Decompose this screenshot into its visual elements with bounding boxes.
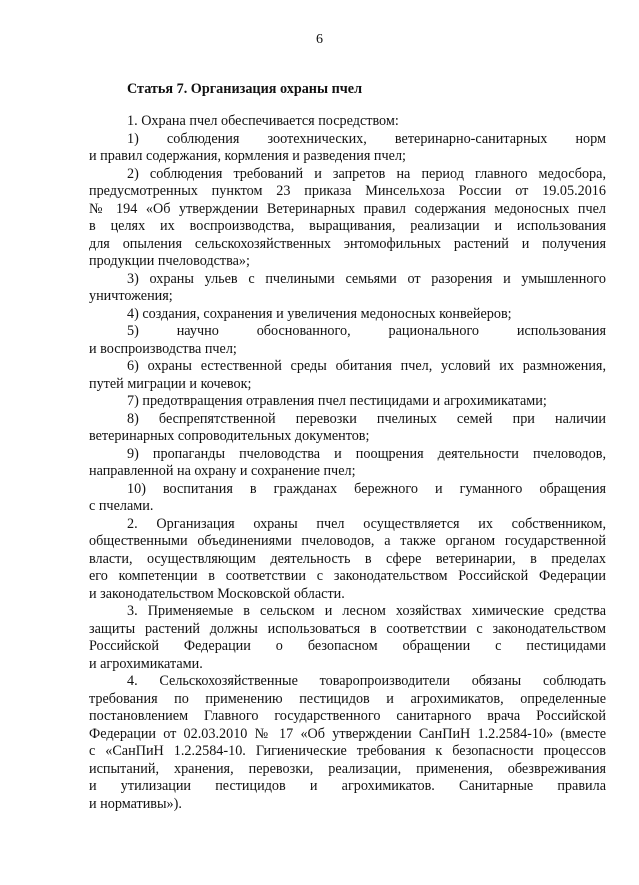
text-line: 4. Сельскохозяйственные товаропроизводители обязаны соблюдать (127, 673, 606, 689)
text-line: с «СанПиН 1.2.2584-10. Гигиенические требования к безопасности процессов (89, 743, 606, 759)
text-line: 2. Организация охраны пчел осуществляется их собственником, (127, 515, 606, 532)
text-line: в целях их воспроизводства, выращивания, реализации и использования (89, 218, 606, 234)
text-line: испытаний, хранения, перевозки, реализации, применения, обезвреживания (89, 760, 606, 777)
text-line: 2) соблюдения требований и запретов на период главного медосбора, (127, 165, 606, 182)
text-line: власти, осуществляющим деятельность в сфере ветеринарии, в пределах (89, 550, 606, 567)
text-line: и нормативы»). (89, 795, 182, 812)
text-line: 6) охраны естественной среды обитания пчел, условий их размножения, (127, 358, 606, 374)
text-line: 1) соблюдения зоотехнических, ветеринарно-санитарных норм (127, 130, 606, 147)
article-body (89, 113, 606, 813)
text-line: направленной на охрану и сохранение пчел; (89, 463, 356, 479)
text-line: 9) пропаганды пчеловодства и поощрения деятельности пчеловодов, (127, 445, 606, 462)
text-line: и законодательством Московской области. (89, 585, 345, 602)
text-line: ветеринарных сопроводительных документов; (89, 428, 370, 444)
text-line: уничтожения; (89, 288, 173, 304)
text-line: и правил содержания, кормления и разведения пчел; (89, 148, 406, 164)
text-line: 3. Применяемые в сельском и лесном хозяйствах химические средства (127, 603, 606, 619)
text-line: и агрохимикатами. (89, 655, 203, 672)
text-line: с пчелами. (89, 498, 154, 514)
text-line: Российской Федерации о безопасном обращении с пестицидами (89, 638, 606, 654)
text-line: путей миграции и кочевок; (89, 375, 252, 392)
text-line: его компетенции в соответствии с законодательством Российской Федерации (89, 568, 606, 584)
article-heading: Статья 7. Организация охраны пчел (127, 81, 363, 97)
text-line: требования по применению пестицидов и агрохимикатов, определенные (89, 690, 606, 707)
text-line: 10) воспитания в гражданах бережного и гуманного обращения (127, 480, 606, 497)
text-line: и воспроизводства пчел; (89, 340, 237, 357)
text-line: продукции пчеловодства»; (89, 253, 250, 269)
text-line: 1. Охрана пчел обеспечивается посредством: (127, 113, 399, 129)
page-number: 6 (316, 32, 323, 47)
text-line: 8) беспрепятственной перевозки пчелиных семей при наличии (127, 410, 606, 427)
text-line: № 194 «Об утверждении Ветеринарных правил содержания медоносных пчел (89, 200, 606, 217)
text-line: Федерации от 02.03.2010 № 17 «Об утверждении СанПиН 1.2.2584-10» (вместе (89, 725, 606, 742)
text-line: постановлением Главного государственного санитарного врача Российской (89, 708, 606, 724)
text-line: общественными объединениями пчеловодов, а также органом государственной (89, 533, 606, 549)
text-line: и утилизации пестицидов и агрохимикатов. Санитарные правила (89, 778, 606, 794)
text-line: защиты растений должны использоваться в соответствии с законодательством (89, 620, 606, 637)
text-line: 3) охраны ульев с пчелиными семьями от разорения и умышленного (127, 270, 606, 287)
text-line: для опыления сельскохозяйственных энтомофильных растений и получения (89, 235, 606, 252)
text-line: 4) создания, сохранения и увеличения медоносных конвейеров; (127, 305, 512, 322)
text-line: 5) научно обоснованного, рационального использования (127, 323, 606, 339)
text-line: предусмотренных пунктом 23 приказа Минсельхоза России от 19.05.2016 (89, 183, 606, 199)
text-line: 7) предотвращения отравления пчел пестицидами и агрохимикатами; (127, 393, 547, 409)
